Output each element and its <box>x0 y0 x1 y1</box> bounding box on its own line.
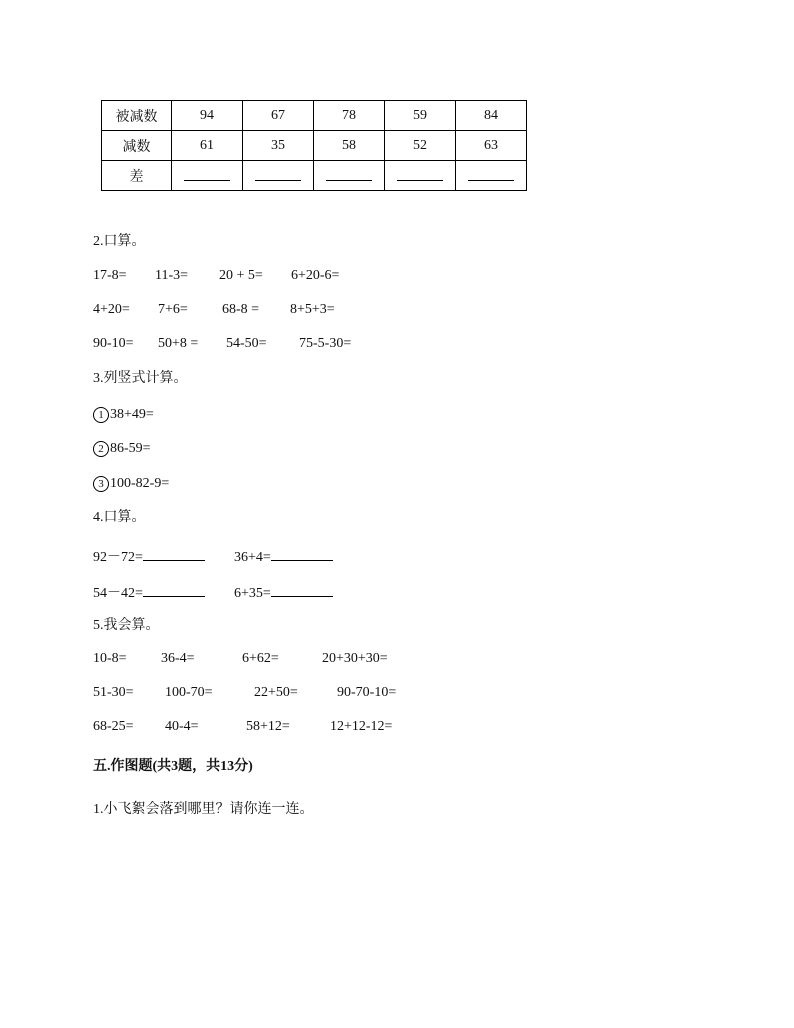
q4-expr <box>234 546 333 566</box>
q2-expr: 11-3= <box>155 268 189 283</box>
answer-blank[interactable] <box>468 166 514 181</box>
q2-expr: 75-5-30= <box>299 336 352 351</box>
table-cell: 63 <box>456 131 527 161</box>
q3-expr: 38+49= <box>110 407 154 422</box>
q2-expr: 68-8 = <box>222 302 260 317</box>
subtraction-table <box>101 100 527 191</box>
q5-expr: 36-4= <box>161 651 195 666</box>
q2-expr: 20 + 5= <box>219 268 263 283</box>
q3-item <box>93 440 151 458</box>
q4-expr-text: 6+35= <box>234 586 271 601</box>
q5-expr: 20+30+30= <box>322 651 388 666</box>
row-header-subtrahend: 减数 <box>102 131 172 161</box>
q2-expr: 8+5+3= <box>290 302 335 317</box>
q5-expr: 6+62= <box>242 651 279 666</box>
q2-expr: 90-10= <box>93 336 134 351</box>
table-cell: 61 <box>172 131 243 161</box>
table-cell: 94 <box>172 101 243 131</box>
circled-number: 3 <box>93 476 109 492</box>
q3-expr: 100-82-9= <box>110 476 170 491</box>
table-row <box>102 131 527 161</box>
q4-expr <box>234 582 333 602</box>
table-cell: 78 <box>314 101 385 131</box>
row-header-minuend: 被减数 <box>102 101 172 131</box>
q3-title: 3.列竖式计算。 <box>93 371 188 386</box>
answer-blank-cell[interactable] <box>243 161 314 191</box>
table-row <box>102 161 527 191</box>
q4-expr <box>93 546 205 566</box>
answer-blank-cell[interactable] <box>314 161 385 191</box>
table-cell: 67 <box>243 101 314 131</box>
q5-expr: 68-25= <box>93 719 134 734</box>
table-row <box>102 101 527 131</box>
answer-blank[interactable] <box>143 582 205 597</box>
q5-expr: 10-8= <box>93 651 127 666</box>
answer-blank-cell[interactable] <box>385 161 456 191</box>
table-cell: 52 <box>385 131 456 161</box>
q5-expr: 51-30= <box>93 685 134 700</box>
row-header-difference: 差 <box>102 161 172 191</box>
table-cell: 59 <box>385 101 456 131</box>
q5-expr: 40-4= <box>165 719 199 734</box>
q2-expr: 7+6= <box>158 302 188 317</box>
table-cell: 84 <box>456 101 527 131</box>
q3-expr: 86-59= <box>110 441 151 456</box>
answer-blank[interactable] <box>184 166 230 181</box>
table-cell: 58 <box>314 131 385 161</box>
q4-title: 4.口算。 <box>93 510 146 525</box>
q4-expr-text: 92－72= <box>93 550 143 565</box>
table-cell: 35 <box>243 131 314 161</box>
q2-expr: 17-8= <box>93 268 127 283</box>
section5-q1-title: 1.小飞絮会落到哪里？请你连一连。 <box>93 802 314 817</box>
q2-expr: 4+20= <box>93 302 130 317</box>
q5-expr: 12+12-12= <box>330 719 393 734</box>
answer-blank-cell[interactable] <box>456 161 527 191</box>
answer-blank[interactable] <box>397 166 443 181</box>
q5-expr: 90-70-10= <box>337 685 397 700</box>
q4-expr-text: 54－42= <box>93 586 143 601</box>
q2-title: 2.口算。 <box>93 234 146 249</box>
answer-blank-cell[interactable] <box>172 161 243 191</box>
circled-number: 2 <box>93 441 109 457</box>
answer-blank[interactable] <box>271 582 333 597</box>
q5-expr: 100-70= <box>165 685 213 700</box>
answer-blank[interactable] <box>271 546 333 561</box>
q3-item <box>93 406 154 424</box>
q2-expr: 50+8 = <box>158 336 199 351</box>
q4-expr-text: 36+4= <box>234 550 271 565</box>
q4-expr <box>93 582 205 602</box>
answer-blank[interactable] <box>143 546 205 561</box>
answer-blank[interactable] <box>255 166 301 181</box>
q5-expr: 58+12= <box>246 719 290 734</box>
section-heading: 五.作图题(共3题，共13分) <box>93 759 253 774</box>
q3-item <box>93 475 169 493</box>
circled-number: 1 <box>93 407 109 423</box>
q5-expr: 22+50= <box>254 685 298 700</box>
q2-expr: 6+20-6= <box>291 268 340 283</box>
q5-title: 5.我会算。 <box>93 618 160 633</box>
answer-blank[interactable] <box>326 166 372 181</box>
q2-expr: 54-50= <box>226 336 267 351</box>
